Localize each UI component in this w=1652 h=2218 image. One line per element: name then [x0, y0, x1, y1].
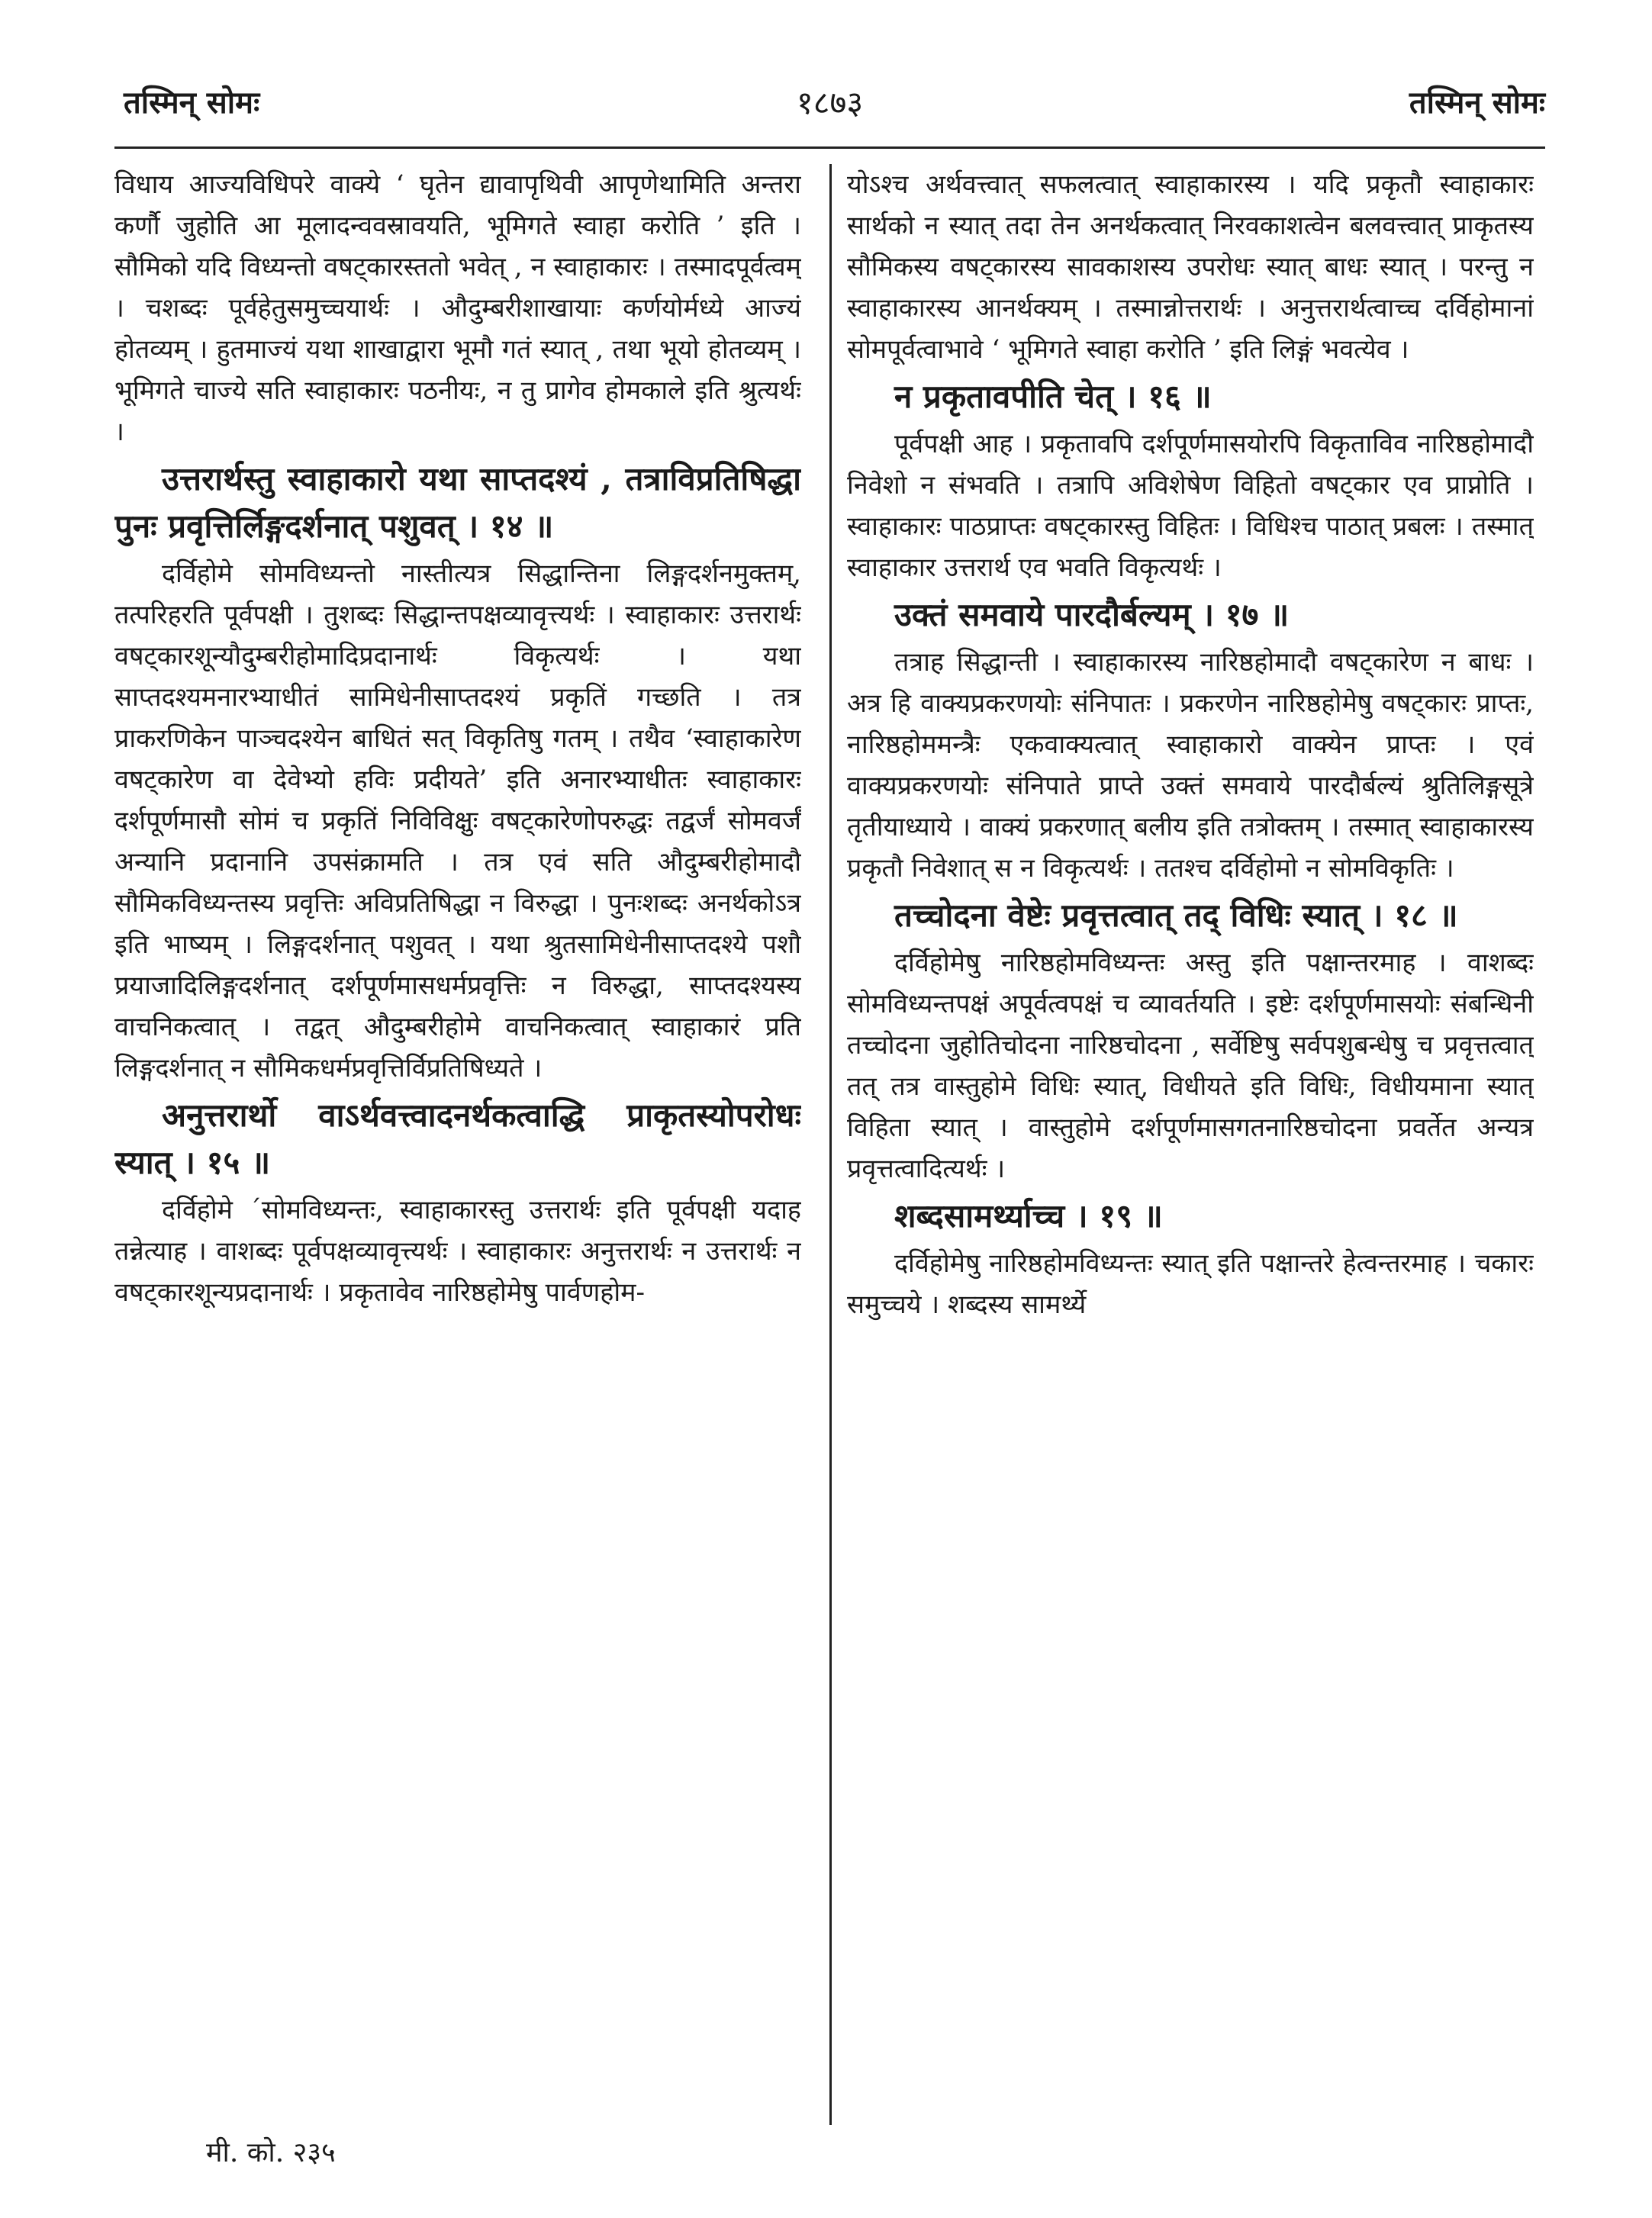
page-header	[114, 80, 1545, 134]
running-title-right: तस्मिन् सोमः	[1409, 85, 1545, 121]
footer-signature: मी. को. २३५	[206, 2137, 336, 2168]
sutra-18: तच्चोदना वेष्टेः प्रवृत्तत्वात् तद् विधिः स्यात् । १८ ॥	[894, 897, 1458, 934]
header-rule	[114, 146, 1545, 149]
running-title-left: तस्मिन् सोमः	[124, 85, 260, 121]
commentary-paragraph: विधाय आज्यविधिपरे वाक्ये ‘ घृतेन द्यावापृथिवी आपृणेथामिति अन्तरा कर्णौ जुहोति आ मूलादन्ववस्रावयति, भूमिगते स्वाहा करोति ’ इति । सौमिको यदि विध्यन्तो वषट्कारस्ततो भवेत् , न स्वाहाकारः । तस्मादपूर्वत्वम् । चशब्दः पूर्वहेतुसमुच्चयार्थः । औदुम्बरीशाखायाः कर्णयोर्मध्ये आज्यं होतव्यम् । हुतमाज्यं यथा शाखाद्वारा भूमौ गतं स्यात् , तथा भूयो होतव्यम् । भूमिगते चाज्ये सति स्वाहाकारः पठनीयः, न तु प्रागेव होमकाले इति श्रुत्यर्थः ।	[114, 169, 801, 447]
commentary-paragraph: तत्राह सिद्धान्ती । स्वाहाकारस्य नारिष्ठहोमादौ वषट्कारेण न बाधः । अत्र हि वाक्यप्रकरणयोः संनिपातः । प्रकरणेन नारिष्ठहोमेषु वषट्कारः प्राप्तः, नारिष्ठहोममन्त्रैः एकवाक्यत्वात् स्वाहाकारो वाक्येन प्राप्तः । एवं वाक्यप्रकरणयोः संनिपाते प्राप्ते उक्तं समवाये पारदौर्बल्यं श्रुतिलिङ्गसूत्रे तृतीयाध्याये । वाक्यं प्रकरणात् बलीय इति तत्रोक्तम् । तस्मात् स्वाहाकारस्य प्रकृतौ निवेशात् स न विकृत्यर्थः । ततश्च दर्विहोमो न सोमविकृतिः ।	[847, 647, 1534, 884]
commentary-paragraph: पूर्वपक्षी आह । प्रकृतावपि दर्शपूर्णमासयोरपि विकृताविव नारिष्ठहोमादौ निवेशो न संभवति । तत्रापि अविशेषेण विहितो वषट्कार एव प्राप्नोति । स्वाहाकारः पाठप्राप्तः वषट्कारस्तु विहितः । विधिश्च पाठात् प्रबलः । तस्मात् स्वाहाकार उत्तरार्थ एव भवति विकृत्यर्थः ।	[847, 429, 1534, 583]
sutra-15: अनुत्तरार्थो वाऽर्थवत्त्वादनर्थकत्वाद्धि प्राकृतस्योपरोधः स्यात् । १५ ॥	[114, 1096, 801, 1181]
sutra-14: उत्तरार्थस्तु स्वाहाकारो यथा साप्तदश्यं , तत्राविप्रतिषिद्धा पुनः प्रवृत्तिर्लिङ्गदर्शनात् पशुवत् । १४ ॥	[114, 460, 801, 545]
commentary-paragraph: दर्विहोमे सोमविध्यन्तो नास्तीत्यत्र सिद्धान्तिना लिङ्गदर्शनमुक्तम्, तत्परिहरति पूर्वपक्षी । तुशब्दः सिद्धान्तपक्षव्यावृत्त्यर्थः । स्वाहाकारः उत्तरार्थः वषट्कारशून्यौदुम्बरीहोमादिप्रदानार्थः विकृत्यर्थः । यथा साप्तदश्यमनारभ्याधीतं सामिधेनीसाप्तदश्यं प्रकृतिं गच्छति । तत्र प्राकरणिकेन पाञ्चदश्येन बाधितं सत् विकृतिषु गतम् । तथैव ‘स्वाहाकारेण वषट्कारेण वा देवेभ्यो हविः प्रदीयते’ इति अनारभ्याधीतः स्वाहाकारः दर्शपूर्णमासौ सोमं च प्रकृतिं निविविक्षुः वषट्कारेणोपरुद्धः तद्वर्जं सोमवर्जं अन्यानि प्रदानानि उपसंक्रामति । तत्र एवं सति औदुम्बरीहोमादौ सौमिकविध्यन्तस्य प्रवृत्तिः अविप्रतिषिद्धा न विरुद्धा । पुनःशब्दः अनर्थकोऽत्र इति भाष्यम् । लिङ्गदर्शनात् पशुवत् । यथा श्रुतसामिधेनीसाप्तदश्ये पशौ प्रयाजादिलिङ्गदर्शनात् दर्शपूर्णमासधर्मप्रवृत्तिः न विरुद्धा, साप्तदश्यस्य वाचनिकत्वात् । तद्वत् औदुम्बरीहोमे वाचनिकत्वात् स्वाहाकारं प्रति लिङ्गदर्शनात् न सौमिकधर्मप्रवृत्तिर्विप्रतिषिध्यते ।	[114, 559, 801, 1083]
sutra-16: न प्रकृतावपीति चेत् । १६ ॥	[894, 378, 1212, 415]
sutra-19: शब्दसामर्थ्याच्च । १९ ॥	[894, 1197, 1163, 1235]
right-column	[847, 164, 1534, 2117]
commentary-paragraph: दर्विहोमे ´सोमविध्यन्तः, स्वाहाकारस्तु उत्तरार्थः इति पूर्वपक्षी यदाह तन्नेत्याह । वाशब्दः पूर्वपक्षव्यावृत्त्यर्थः । स्वाहाकारः अनुत्तरार्थः न उत्तरार्थः न वषट्कारशून्यप्रदानार्थः । प्रकृतावेव नारिष्ठहोमेषु पार्वणहोम-	[114, 1195, 801, 1308]
left-column	[114, 164, 801, 2117]
commentary-paragraph: दर्विहोमेषु नारिष्ठहोमविध्यन्तः अस्तु इति पक्षान्तरमाह । वाशब्दः सोमविध्यन्तपक्षं अपूर्वत्वपक्षं च व्यावर्तयति । इष्टेः दर्शपूर्णमासयोः संबन्धिनी तच्चोदना जुहोतिचोदना नारिष्ठचोदना , सर्वेष्टिषु सर्वपशुबन्धेषु च प्रवृत्तत्वात् तत् तत्र वास्तुहोमे विधिः स्यात्, विधीयते इति विधिः, विधीयमाना स्यात् विहिता स्यात् । वास्तुहोमे दर्शपूर्णमासगतनारिष्ठचोदना प्रवर्तेत अन्यत्र प्रवृत्तत्वादित्यर्थः ।	[847, 948, 1534, 1184]
sutra-17: उक्तं समवाये पारदौर्बल्यम् । १७ ॥	[894, 596, 1290, 633]
page-number: १८७३	[796, 84, 864, 121]
column-divider	[829, 164, 832, 2125]
commentary-paragraph: योऽश्च अर्थवत्त्वात् सफलत्वात् स्वाहाकारस्य । यदि प्रकृतौ स्वाहाकारः सार्थको न स्यात् तदा तेन अनर्थकत्वात् निरवकाशत्वेन बलवत्त्वात् प्राकृतस्य सौमिकस्य वषट्कारस्य सावकाशस्य उपरोधः स्यात् बाधः स्यात् । परन्तु न स्वाहाकारस्य आनर्थक्यम् । तस्मान्नोत्तरार्थः । अनुत्तरार्थत्वाच्च दर्विहोमानां सोमपूर्वत्वाभावे ‘ भूमिगते स्वाहा करोति ’ इति लिङ्गं भवत्येव ।	[847, 169, 1534, 365]
commentary-paragraph: दर्विहोमेषु नारिष्ठहोमविध्यन्तः स्यात् इति पक्षान्तरे हेत्वन्तरमाह । चकारः समुच्चये । शब्दस्य सामर्थ्ये	[847, 1248, 1534, 1320]
